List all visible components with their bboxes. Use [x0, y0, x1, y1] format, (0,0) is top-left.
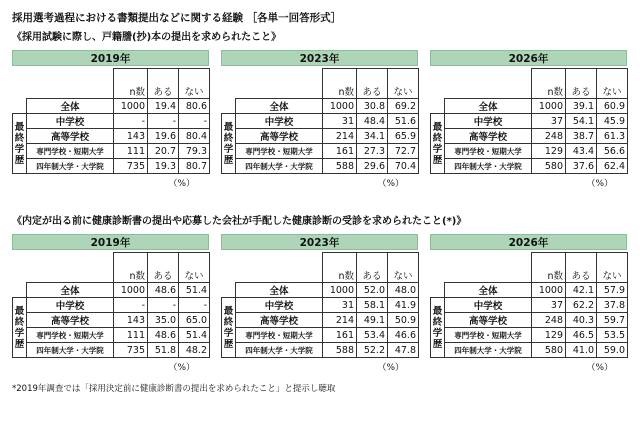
row-label: 専門学校・短期大学	[445, 144, 532, 159]
footnote: *2019年調査では「採用決定前に健康診断書の提出を求められたこと」と提示し聴取	[12, 384, 336, 394]
year-header: 2019年	[12, 234, 209, 250]
cell-n: 214	[323, 129, 357, 144]
cell-aru: 48.6	[148, 283, 179, 298]
row-label: 全体	[236, 283, 323, 298]
data-table	[221, 252, 419, 358]
cell-nai: 80.4	[179, 129, 210, 144]
cell-nai: 80.7	[179, 159, 210, 174]
section-2-subtitle: 《内定が出る前に健康診断書の提出や応募した会社が手配した健康診断の受診を求められたこと(*)》	[12, 216, 467, 227]
table-row	[431, 129, 628, 144]
table-row	[13, 313, 210, 328]
cell-aru: 48.4	[357, 114, 388, 129]
cell-aru: 40.3	[566, 313, 597, 328]
cell-aru: 37.6	[566, 159, 597, 174]
row-label: 中学校	[445, 114, 532, 129]
cell-nai: 79.3	[179, 144, 210, 159]
table-row	[222, 129, 419, 144]
cell-n: 129	[532, 144, 566, 159]
cell-nai: 47.8	[388, 343, 419, 358]
row-label: 四年制大学・大学院	[236, 343, 323, 358]
table-row	[431, 159, 628, 174]
column-header-n: n数	[323, 69, 357, 99]
table-row	[431, 114, 628, 129]
row-group-label: 最終学歴	[222, 298, 236, 358]
cell-nai: 61.3	[597, 129, 628, 144]
cell-n: 248	[532, 129, 566, 144]
column-header-nai: ない	[597, 253, 628, 283]
column-header-aru: ある	[148, 253, 179, 283]
table-row	[222, 343, 419, 358]
cell-nai: 59.0	[597, 343, 628, 358]
column-header-n: n数	[532, 69, 566, 99]
cell-n: -	[114, 114, 148, 129]
cell-nai: 56.6	[597, 144, 628, 159]
cell-n: 1000	[114, 99, 148, 114]
cell-aru: 34.1	[357, 129, 388, 144]
cell-n: 37	[532, 298, 566, 313]
table-panel	[221, 234, 418, 373]
row-label: 専門学校・短期大学	[445, 328, 532, 343]
table-row	[222, 298, 419, 313]
cell-nai: 65.9	[388, 129, 419, 144]
cell-aru: 52.2	[357, 343, 388, 358]
cell-n: 111	[114, 144, 148, 159]
row-label: 高等学校	[445, 129, 532, 144]
table-panel	[430, 234, 627, 373]
cell-aru: 51.8	[148, 343, 179, 358]
cell-n: 143	[114, 129, 148, 144]
column-header-nai: ない	[179, 253, 210, 283]
data-table	[12, 68, 210, 174]
table-row	[431, 298, 628, 313]
cell-aru: -	[148, 114, 179, 129]
table-row	[222, 313, 419, 328]
row-label: 全体	[236, 99, 323, 114]
cell-n: 161	[323, 328, 357, 343]
cell-aru: 48.6	[148, 328, 179, 343]
row-label: 中学校	[27, 298, 114, 313]
unit-label: （%）	[586, 179, 613, 189]
year-header: 2023年	[221, 50, 418, 66]
cell-n: 111	[114, 328, 148, 343]
cell-nai: 50.9	[388, 313, 419, 328]
year-header: 2023年	[221, 234, 418, 250]
column-header-n: n数	[532, 253, 566, 283]
row-label: 中学校	[236, 298, 323, 313]
row-label: 高等学校	[236, 129, 323, 144]
data-table	[221, 68, 419, 174]
cell-nai: 37.8	[597, 298, 628, 313]
cell-n: -	[114, 298, 148, 313]
cell-n: 1000	[323, 99, 357, 114]
row-label: 高等学校	[27, 129, 114, 144]
row-label: 中学校	[445, 298, 532, 313]
table-row	[13, 328, 210, 343]
table-row	[222, 159, 419, 174]
table-row	[222, 114, 419, 129]
cell-aru: 38.7	[566, 129, 597, 144]
unit-label: （%）	[377, 179, 404, 189]
cell-n: 1000	[323, 283, 357, 298]
cell-n: 248	[532, 313, 566, 328]
column-header-aru: ある	[357, 69, 388, 99]
table-panel	[12, 50, 209, 189]
cell-aru: 46.5	[566, 328, 597, 343]
row-label: 四年制大学・大学院	[445, 343, 532, 358]
column-header-nai: ない	[597, 69, 628, 99]
cell-aru: 52.0	[357, 283, 388, 298]
row-label: 四年制大学・大学院	[27, 343, 114, 358]
unit-label: （%）	[168, 179, 195, 189]
year-header: 2019年	[12, 50, 209, 66]
cell-aru: 54.1	[566, 114, 597, 129]
year-header: 2026年	[430, 50, 627, 66]
data-table	[12, 252, 210, 358]
table-row	[431, 99, 628, 114]
cell-aru: 20.7	[148, 144, 179, 159]
table-panel	[12, 234, 209, 373]
data-table	[430, 68, 628, 174]
row-label: 専門学校・短期大学	[27, 328, 114, 343]
cell-nai: 48.0	[388, 283, 419, 298]
cell-aru: 19.4	[148, 99, 179, 114]
cell-nai: 51.4	[179, 328, 210, 343]
row-label: 四年制大学・大学院	[236, 159, 323, 174]
row-label: 中学校	[27, 114, 114, 129]
cell-n: 214	[323, 313, 357, 328]
cell-aru: 43.4	[566, 144, 597, 159]
row-group-label: 最終学歴	[431, 298, 445, 358]
cell-aru: 39.1	[566, 99, 597, 114]
row-label: 専門学校・短期大学	[236, 144, 323, 159]
cell-n: 1000	[532, 99, 566, 114]
table-row	[13, 129, 210, 144]
row-label: 四年制大学・大学院	[27, 159, 114, 174]
table-row	[222, 99, 419, 114]
row-group-label: 最終学歴	[13, 298, 27, 358]
cell-n: 143	[114, 313, 148, 328]
table-row	[13, 99, 210, 114]
table-row	[431, 313, 628, 328]
cell-n: 580	[532, 159, 566, 174]
cell-aru: 41.0	[566, 343, 597, 358]
table-panel	[221, 50, 418, 189]
row-label: 全体	[27, 99, 114, 114]
table-row	[13, 283, 210, 298]
table-row	[13, 343, 210, 358]
cell-aru: 29.6	[357, 159, 388, 174]
cell-nai: 51.4	[179, 283, 210, 298]
cell-aru: 19.6	[148, 129, 179, 144]
unit-label: （%）	[586, 363, 613, 373]
table-row	[13, 114, 210, 129]
cell-nai: 41.9	[388, 298, 419, 313]
cell-nai: -	[179, 298, 210, 313]
row-label: 高等学校	[236, 313, 323, 328]
table-row	[222, 328, 419, 343]
table-row	[13, 144, 210, 159]
cell-nai: 70.4	[388, 159, 419, 174]
row-group-label: 最終学歴	[431, 114, 445, 174]
unit-label: （%）	[168, 363, 195, 373]
row-label: 全体	[445, 283, 532, 298]
cell-nai: 51.6	[388, 114, 419, 129]
year-header: 2026年	[430, 234, 627, 250]
data-table	[430, 252, 628, 358]
cell-n: 1000	[532, 283, 566, 298]
cell-n: 735	[114, 343, 148, 358]
cell-n: 31	[323, 298, 357, 313]
cell-aru: -	[148, 298, 179, 313]
row-group-label: 最終学歴	[13, 114, 27, 174]
row-label: 高等学校	[445, 313, 532, 328]
column-header-n: n数	[114, 69, 148, 99]
cell-nai: 62.4	[597, 159, 628, 174]
row-label: 中学校	[236, 114, 323, 129]
cell-n: 580	[532, 343, 566, 358]
table-row	[13, 159, 210, 174]
cell-n: 588	[323, 343, 357, 358]
cell-n: 1000	[114, 283, 148, 298]
section-1-subtitle: 《採用試験に際し、戸籍謄(抄)本の提出を求められたこと》	[12, 32, 282, 43]
column-header-aru: ある	[148, 69, 179, 99]
cell-aru: 30.8	[357, 99, 388, 114]
column-header-aru: ある	[566, 69, 597, 99]
row-label: 全体	[445, 99, 532, 114]
cell-nai: -	[179, 114, 210, 129]
cell-aru: 19.3	[148, 159, 179, 174]
row-label: 専門学校・短期大学	[27, 144, 114, 159]
row-label: 四年制大学・大学院	[445, 159, 532, 174]
column-header-aru: ある	[357, 253, 388, 283]
table-row	[13, 298, 210, 313]
cell-aru: 27.3	[357, 144, 388, 159]
cell-aru: 49.1	[357, 313, 388, 328]
cell-n: 588	[323, 159, 357, 174]
cell-nai: 60.9	[597, 99, 628, 114]
cell-nai: 53.5	[597, 328, 628, 343]
column-header-nai: ない	[388, 253, 419, 283]
cell-aru: 53.4	[357, 328, 388, 343]
cell-aru: 35.0	[148, 313, 179, 328]
row-label: 専門学校・短期大学	[236, 328, 323, 343]
cell-n: 31	[323, 114, 357, 129]
table-panel	[430, 50, 627, 189]
cell-nai: 45.9	[597, 114, 628, 129]
table-row	[222, 144, 419, 159]
cell-aru: 62.2	[566, 298, 597, 313]
cell-aru: 58.1	[357, 298, 388, 313]
table-row	[431, 283, 628, 298]
row-label: 全体	[27, 283, 114, 298]
row-label: 高等学校	[27, 313, 114, 328]
cell-nai: 57.9	[597, 283, 628, 298]
column-header-aru: ある	[566, 253, 597, 283]
cell-nai: 48.2	[179, 343, 210, 358]
page-title: 採用選考過程における書類提出などに関する経験 ［各単一回答形式］	[12, 12, 342, 24]
cell-nai: 46.6	[388, 328, 419, 343]
row-group-label: 最終学歴	[222, 114, 236, 174]
table-row	[431, 328, 628, 343]
table-row	[431, 144, 628, 159]
cell-nai: 72.7	[388, 144, 419, 159]
unit-label: （%）	[377, 363, 404, 373]
cell-n: 161	[323, 144, 357, 159]
cell-nai: 69.2	[388, 99, 419, 114]
column-header-nai: ない	[388, 69, 419, 99]
cell-n: 735	[114, 159, 148, 174]
table-row	[222, 283, 419, 298]
column-header-n: n数	[323, 253, 357, 283]
cell-n: 37	[532, 114, 566, 129]
column-header-nai: ない	[179, 69, 210, 99]
cell-nai: 80.6	[179, 99, 210, 114]
table-row	[431, 343, 628, 358]
cell-n: 129	[532, 328, 566, 343]
cell-nai: 59.7	[597, 313, 628, 328]
cell-nai: 65.0	[179, 313, 210, 328]
cell-aru: 42.1	[566, 283, 597, 298]
column-header-n: n数	[114, 253, 148, 283]
